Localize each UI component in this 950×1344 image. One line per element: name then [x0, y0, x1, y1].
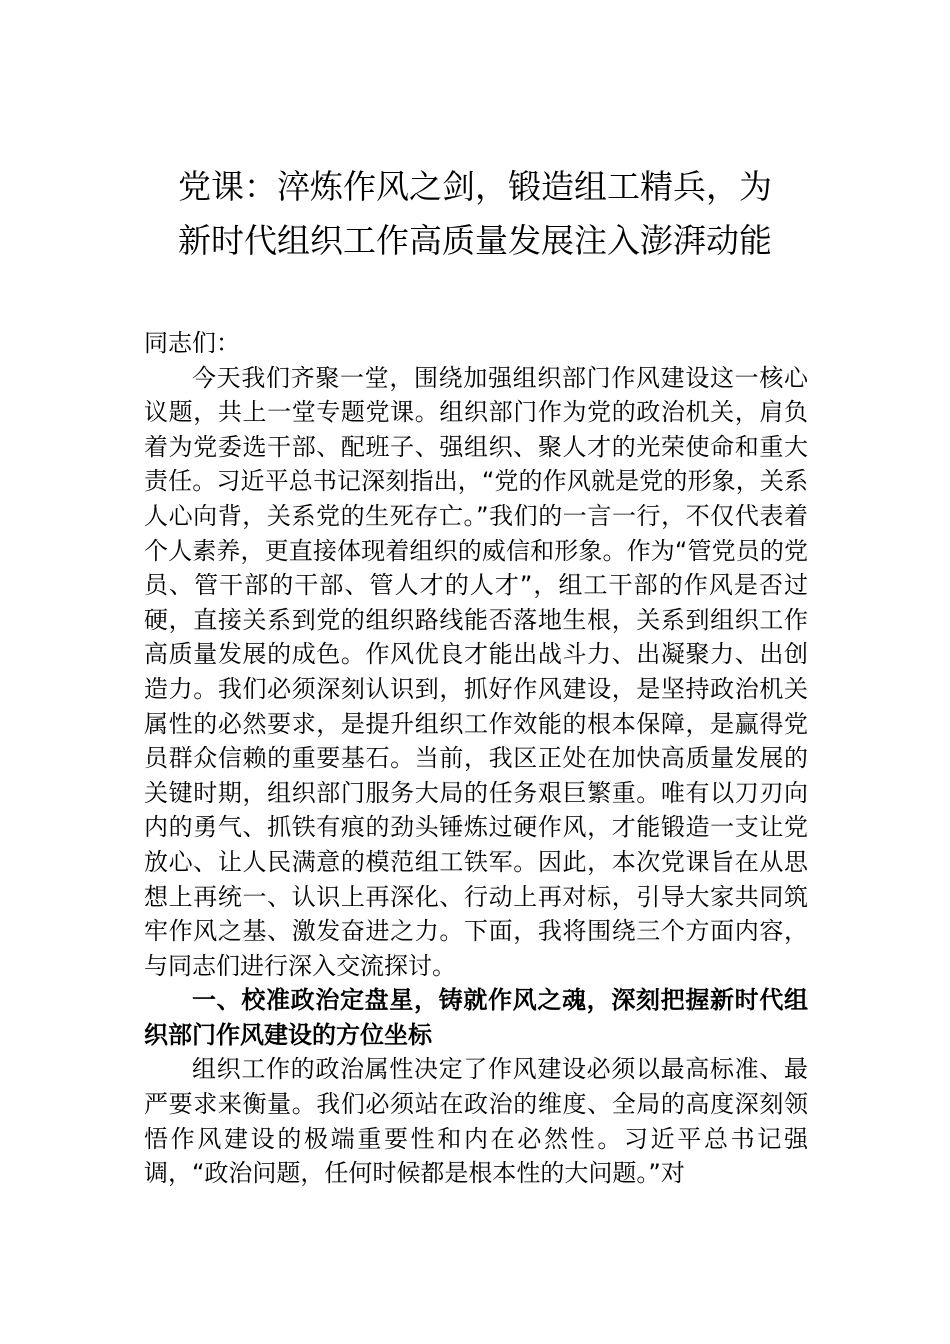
document-body	[144, 326, 808, 1191]
section-heading: 一、校准政治定盘星，铸就作风之魂，深刻把握新时代组织部门作风建设的方位坐标	[144, 986, 808, 1049]
title-line-1: 党课：淬炼作风之剑，锻造组工精兵，为	[178, 167, 772, 206]
salutation: 同志们：	[144, 329, 240, 357]
document-title	[110, 160, 840, 268]
section-paragraph: 组织工作的政治属性决定了作风建设必须以最高标准、最严要求来衡量。我们必须站在政治的维度、全局的高度深刻领悟作风建设的极端重要性和内在必然性。习近平总书记强调，“政治问题，任何时候都是根本性的大问题。”对	[144, 1055, 808, 1188]
intro-paragraph: 今天我们齐聚一堂，围绕加强组织部门作风建设这一核心议题，共上一堂专题党课。组织部门作为党的政治机关，肩负着为党委选干部、配班子、强组织、聚人才的光荣使命和重大责任。习近平总书记深刻指出，“党的作风就是党的形象，关系人心向背，关系党的生死存亡。”我们的一言一行，不仅代表着个人素养，更直接体现着组织的威信和形象。作为“管党员的党员、管干部的干部、管人才的人才”，组工干部的作风是否过硬，直接关系到党的组织路线能否落地生根，关系到组织工作高质量发展的成色。作风优良才能出战斗力、出凝聚力、出创造力。我们必须深刻认识到，抓好作风建设，是坚持政治机关属性的必然要求，是提升组织工作效能的根本保障，是赢得党员群众信赖的重要基石。当前，我区正处在加快高质量发展的关键时期，组织部门服务大局的任务艰巨繁重。唯有以刀刃向内的勇气、抓铁有痕的劲头锤炼过硬作风，才能锻造一支让党放心、让人民满意的模范组工铁军。因此，本次党课旨在从思想上再统一、认识上再深化、行动上再对标，引导大家共同筑牢作风之基、激发奋进之力。下面，我将围绕三个方面内容，与同志们进行深入交流探讨。	[144, 363, 808, 980]
title-line-2: 新时代组织工作高质量发展注入澎湃动能	[178, 221, 772, 260]
